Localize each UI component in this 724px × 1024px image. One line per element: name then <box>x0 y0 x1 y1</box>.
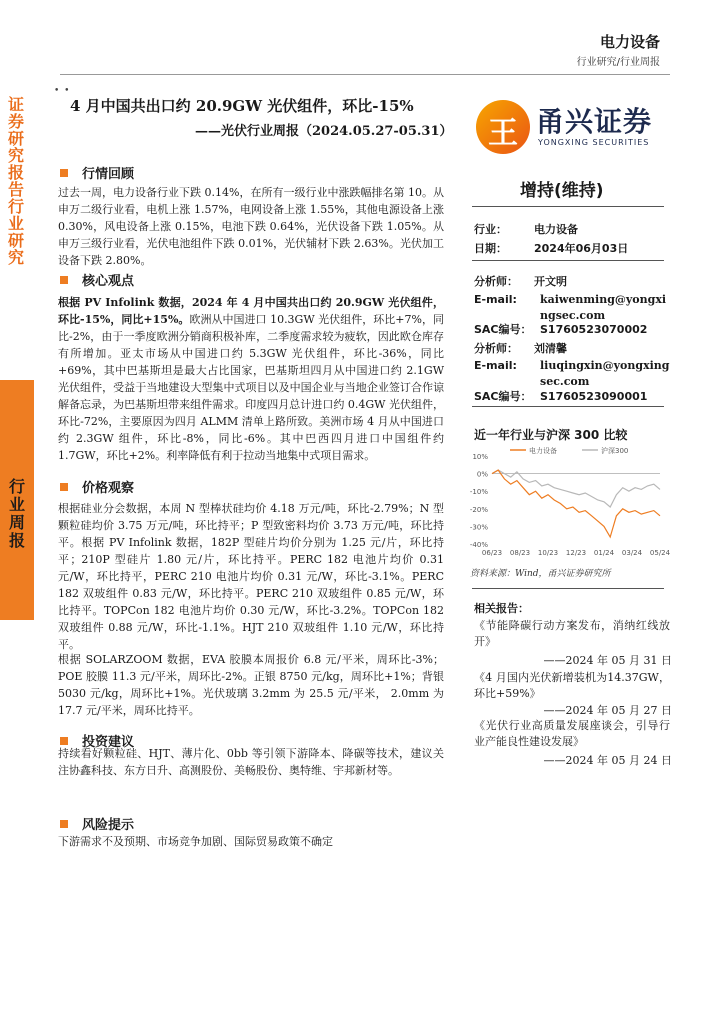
legend-label: 电力设备 <box>529 447 557 455</box>
chart-source: 资料来源：Wind，甬兴证券研究所 <box>470 569 611 579</box>
risk-paragraph: 下游需求不及预期、市场竞争加剧、国际贸易政策不确定 <box>58 835 333 848</box>
sac1-row: SAC编号： S1760523070002 <box>474 323 648 336</box>
invest-paragraph: 持续看好颗粒硅、HJT、薄片化、0bb 等引领下游降本、降碳等技术，建议关注协鑫科技、东方日升、高测股份、美畅股份、奥特维、宇邦新材等。 <box>58 747 444 777</box>
chart-title: 近一年行业与沪深 300 比较 <box>474 428 628 442</box>
analyst2-row: 分析师： 刘清馨 <box>474 342 567 355</box>
bullet-square-icon <box>60 483 68 491</box>
email1-link[interactable]: kaiwenming@yongxingsec.com <box>540 293 667 322</box>
core-body: 欧洲从中国进口 10.3GW 光伏组件，环比+7%，同比-2%，由于一季度欧洲分销商积极补库，二季度需求较为疲软，因此欧仓库存有所增加。亚太市场从中国进口约 5.3GW 光伏组件，环比-36%，同比+69%，其中巴基斯坦是最大占比国家，巴基斯坦四月从中国进口约 2.1GW 光伏组件，受益于当地建设大型集中式项目以及中国企业与当地企业签订合作谅解备忘录，为巴基斯坦带来组件需求。印度四月总计进口约 0.4GW 光伏组件，环比-72%，主要原因为四月 ALMM 清单上路所致。美洲市场 4 月从中国进口约 2.3GW 组件，环比-8%，同比-6%。其中巴西四月进口中国组件约 1.7GW，环比+2%。利率降低有利于拉动当地集中式项目需求。 <box>58 313 444 462</box>
series-line <box>492 470 660 537</box>
email1-row: E-mail: kaiwenming@yongxingsec.com <box>474 292 670 324</box>
review-paragraph: 过去一周，电力设备行业下跌 0.14%，在所有一级行业中涨跌幅排名第 10。从申万二级行业看，电机上涨 1.57%，电网设备上涨 1.55%，其他电源设备上涨 0.30%，风电设备上涨 0.15%，电池下跌 0.64%，光伏设备下跌 1.05%。从申万三级行业看，光伏电池组件下跌 0.01%，光伏辅材下跌 2.63%。光伏加工设备下跌 2.80%。 <box>58 186 444 267</box>
bullet-square-icon <box>60 169 68 177</box>
y-tick-label: -30% <box>469 523 488 532</box>
date-row: 日期： 2024年06月03日 <box>474 242 629 255</box>
bullet-square-icon <box>60 737 68 745</box>
info-divider <box>472 260 664 261</box>
section-heading-invest: 投资建议 <box>60 731 134 750</box>
related-report-1[interactable]: 《节能降碳行动方案发布，消纳红线放开》 <box>474 619 670 648</box>
header-divider <box>60 74 670 75</box>
x-tick-label: 03/24 <box>621 549 643 557</box>
header-subtitle: 行业研究/行业周报 <box>576 57 660 68</box>
x-tick-label: 08/23 <box>509 549 531 557</box>
y-tick-label: 0% <box>476 470 488 479</box>
email2-link[interactable]: liuqingxin@yongxingsec.com <box>540 359 670 388</box>
related-date-3: ——2024 年 05 月 24 日 <box>543 754 672 767</box>
y-tick-label: -10% <box>469 488 488 497</box>
core-paragraph <box>58 294 444 464</box>
section-heading-risk: 风险提示 <box>60 814 134 833</box>
price-paragraph-2: 根据 SOLARZOOM 数据，EVA 胶膜本周报价 6.8 元/平米，周环比-3%；POE 胶膜 11.3 元/平米，周环比-2%。正银 8750 元/kg，周环比+1%；背银 5030 元/kg，周环比+1%。光伏玻璃 3.2mm 为 25.5 元/平米， 2.0mm 为 17.7 元/平米，周环比持平。 <box>58 653 444 717</box>
logo-name-en: YONGXING SECURITIES <box>538 138 650 147</box>
bullet-square-icon <box>60 276 68 284</box>
comparison-chart <box>460 444 670 566</box>
y-tick-label: -40% <box>469 541 488 549</box>
section-heading-review: 行情回顾 <box>60 163 134 182</box>
sidebar-report-type: 证券研究报告 行业研究 <box>7 95 24 267</box>
logo-mark: 王 <box>488 116 518 151</box>
related-report-2[interactable]: 《4 月国内光伏新增装机为14.37GW，环比+59%》 <box>474 671 670 700</box>
email2-row: E-mail: liuqingxin@yongxingsec.com <box>474 359 670 388</box>
header-sector: 电力设备 <box>599 33 660 51</box>
y-tick-label: -20% <box>469 505 488 514</box>
analyst-divider <box>472 406 664 407</box>
price-paragraph-1: 根据硅业分会数据，本周 N 型棒状硅均价 4.18 万元/吨，环比-2.79%；N 型颗粒硅均价 3.75 万元/吨，环比持平；P 型致密料均价 3.73 万元/吨，环比持平。根据 PV Infolink 数据，182P 型硅片均价分别为 1.25 元/片，环比持平；210P 型硅片 1.80 元/片，环比持平。PERC 182 电池片均价 0.31 元/W，环比持平，PERC 210 电池片均价 0.31 元/W，环比-3.1%。PERC 182 双玻组件 0.83 元/W，环比持平。PERC 210 双玻组件 0.85 元/W，环比持平。TOPCon 182 电池片均价 0.30 元/W，环比-3.2%。TOPCon 182 双玻组件 0.88 元/W，环比-1.1%。HJT 210 双玻组件 1.10 元/W，环比持平。 <box>58 502 444 651</box>
x-tick-label: 06/23 <box>481 549 503 557</box>
rating-divider <box>472 206 664 207</box>
related-date-2: ——2024 年 05 月 27 日 <box>543 704 672 717</box>
x-tick-label: 10/23 <box>537 549 559 557</box>
legend-label: 沪深300 <box>601 447 629 455</box>
x-tick-label: 01/24 <box>593 549 615 557</box>
related-title: 相关报告： <box>474 602 529 615</box>
x-tick-label: 12/23 <box>565 549 587 557</box>
section-heading-core: 核心观点 <box>60 270 134 289</box>
logo-mark-icon <box>476 100 530 154</box>
industry-row: 行业： 电力设备 <box>474 223 578 236</box>
report-subtitle: ——光伏行业周报（2024.05.27-05.31） <box>195 124 453 139</box>
chart-divider <box>472 588 664 589</box>
bullet-square-icon <box>60 820 68 828</box>
core-lead: 根据 PV Infolink 数据，2024 年 4 月中国共出口约 20.9GW 光伏组件，环比-15%，同比+15%。 <box>58 296 444 326</box>
section-heading-price: 价格观察 <box>60 477 134 496</box>
title-dots: • • <box>54 86 71 96</box>
rating: 增持(维持) <box>520 181 604 201</box>
report-title: 4 月中国共出口约 20.9GW 光伏组件，环比-15% <box>70 97 414 115</box>
company-logo <box>476 100 666 156</box>
related-date-1: ——2024 年 05 月 31 日 <box>543 654 672 667</box>
x-tick-label: 05/24 <box>649 549 670 557</box>
analyst1-row: 分析师： 开文明 <box>474 275 567 288</box>
logo-name-cn: 甬兴证券 <box>536 105 653 138</box>
y-tick-label: 10% <box>472 453 488 461</box>
sidebar-weekly-label: 行业周报 <box>8 477 25 550</box>
related-report-3[interactable]: 《光伏行业高质量发展座谈会，引导行业产能良性建设发展》 <box>474 719 670 748</box>
sac2-row: SAC编号： S1760523090001 <box>474 390 648 403</box>
series-line <box>492 470 660 507</box>
